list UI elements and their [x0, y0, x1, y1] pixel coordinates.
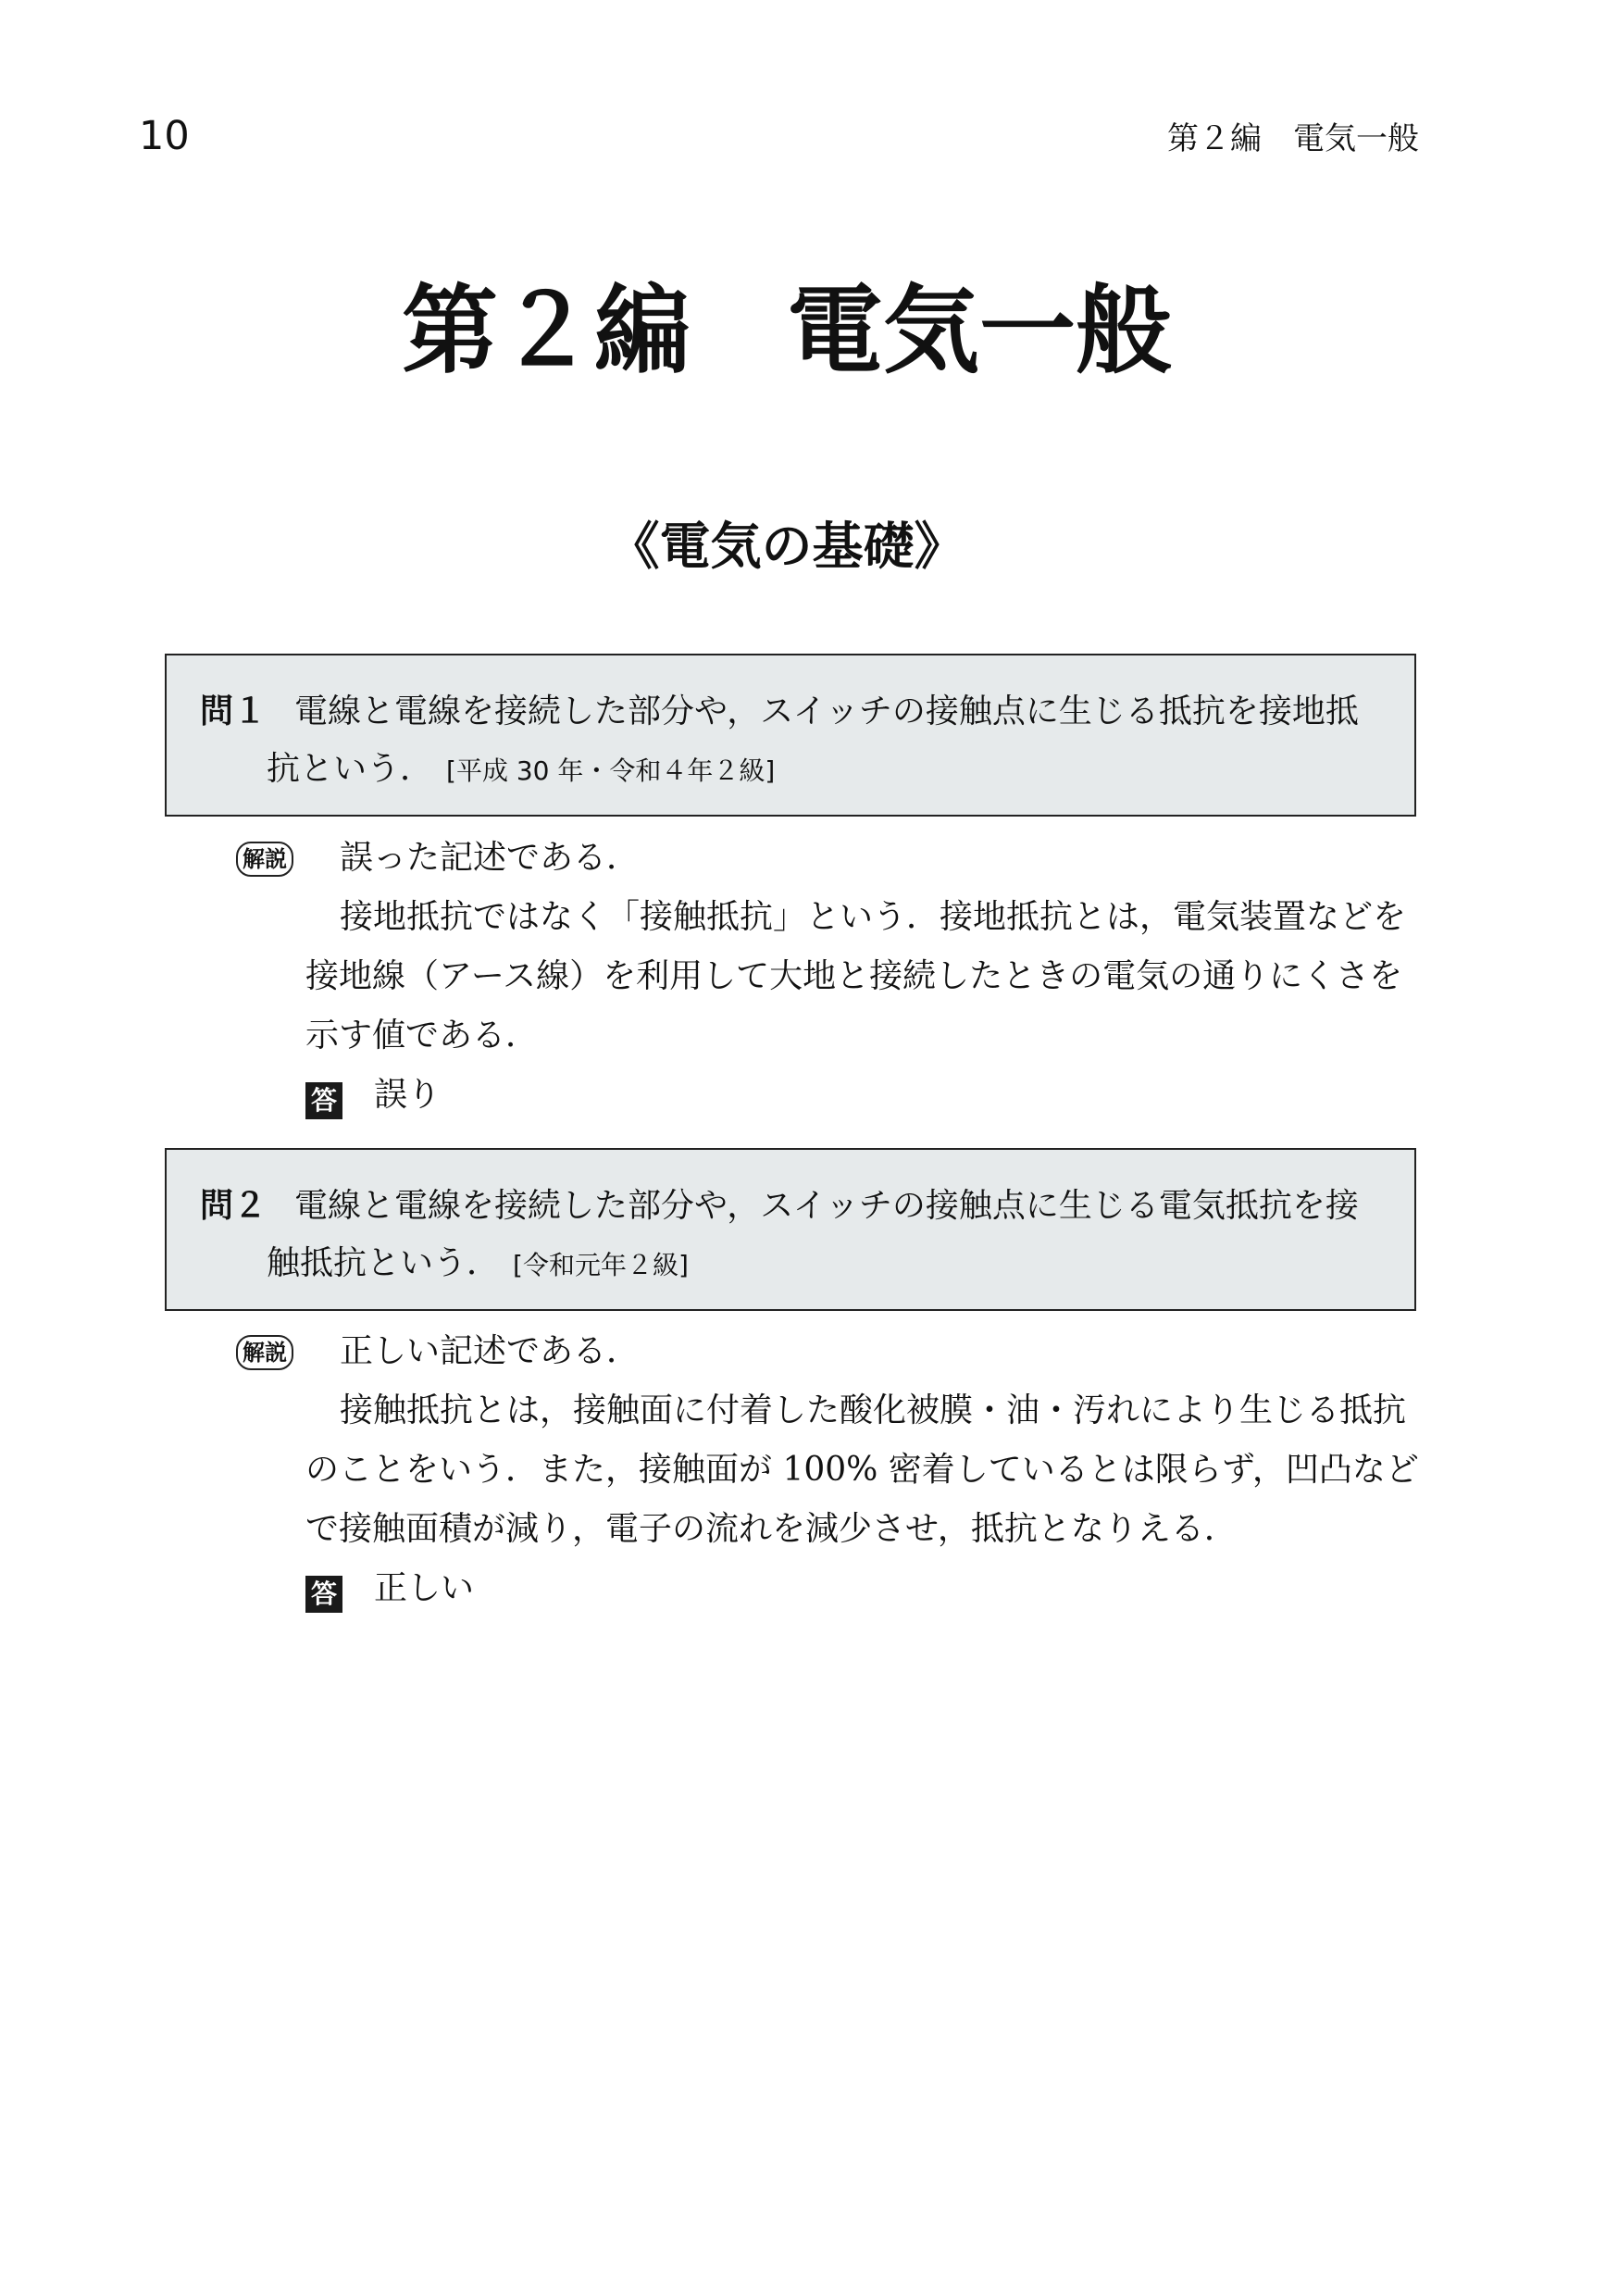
explanation-body: 接地抵抗ではなく「接触抵抗」という．接地抵抗とは，電気装置などを接地線（アース線）を利用して大地と接続したときの電気の通りにくさを示す値である．: [305, 898, 1407, 1054]
question-label: 問１: [200, 693, 268, 730]
question-box-2: [165, 1148, 1416, 1311]
question-box-1: [165, 654, 1416, 817]
page-number: 10: [139, 113, 190, 159]
explanation-body: 接触抵抗とは，接触面に付着した酸化被膜・油・汚れにより生じる抵抗のことをいう．また，接触面が 100% 密着しているとは限らず，凹凸などで接触面積が減り，電子の流れを減少させ，抵抗となりえる．: [305, 1391, 1419, 1548]
explanation-lead-line: [236, 1322, 1419, 1381]
answer-text: 正しい: [374, 1569, 475, 1607]
explanation-badge-icon: 解説: [236, 1335, 293, 1370]
question-label: 問２: [200, 1187, 268, 1225]
explanation-lead: 正しい記述である．: [340, 1332, 641, 1370]
explanation-2: [236, 1322, 1419, 1618]
section-title: 《電気の基礎》: [608, 516, 965, 576]
answer-icon: 答: [305, 1082, 342, 1119]
explanation-badge-icon: 解説: [236, 842, 293, 877]
explanation-lead-line: [236, 829, 1419, 888]
answer-text: 誤り: [374, 1076, 442, 1114]
question-source: [平成 30 年・令和４年２級]: [446, 755, 776, 786]
answer-line: [236, 1559, 1419, 1618]
answer-icon: 答: [305, 1576, 342, 1613]
explanation-lead: 誤った記述である．: [340, 839, 641, 877]
answer-line: [236, 1066, 1419, 1125]
question-source: [令和元年２級]: [513, 1250, 689, 1280]
question-text: 電線と電線を接続した部分や，スイッチの接触点に生じる抵抗を接地抵抗という．: [267, 693, 1359, 788]
explanation-1: [236, 829, 1419, 1125]
question-text: 電線と電線を接続した部分や，スイッチの接触点に生じる電気抵抗を接触抵抗という．: [267, 1187, 1359, 1282]
part-title: 第２編 電気一般: [401, 273, 1172, 387]
running-header: 第２編 電気一般: [1167, 120, 1419, 157]
